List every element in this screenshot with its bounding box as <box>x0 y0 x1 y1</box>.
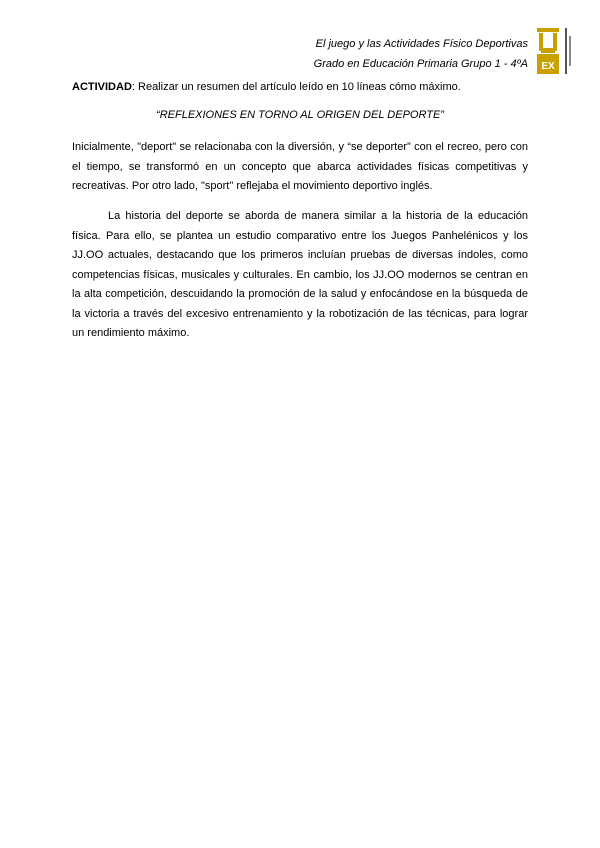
document-title: “REFLEXIONES EN TORNO AL ORIGEN DEL DEPORTE” <box>156 109 444 121</box>
paragraph-2: La historia del deporte se aborda de manera similar a la historia de la educación física. Para ello, se plantea un estudio comparativo entre los Juegos Panhelénicos y los JJ.OO actuales, destacando que los primeros incluían pruebas de diversas índoles, como competencias físicas, musicales y culturales. En cambio, los JJ.OO modernos se centran en la alta competición, descuidando la promoción de la salud y enfocándose en la búsqueda de la victoria a través del excesivo entrenamiento y la robotización de las técnicas, para lograr un rendimiento máximo. <box>72 210 528 339</box>
activity-label: ACTIVIDAD <box>72 81 132 93</box>
page-header <box>314 34 528 74</box>
header-group-info: Grado en Educación Primaria Grupo 1 - 4ºA <box>313 58 528 70</box>
header-course-title: El juego y las Actividades Físico Deportivas <box>315 38 528 50</box>
uex-logo <box>535 26 575 76</box>
activity-text: : Realizar un resumen del artículo leído en 10 líneas cómo máximo. <box>131 81 461 93</box>
paragraph-1: Inicialmente, "deport" se relacionaba con la diversión, y “se deporter” con el recreo, pero con el tiempo, se transformó en un concepto que abarca actividades físicas competitivas y recreativas. Por otro lado, "sport" reflejaba el movimiento deportivo inglés. <box>72 141 528 192</box>
svg-text:EX: EX <box>541 61 555 72</box>
activity-statement <box>72 80 528 94</box>
